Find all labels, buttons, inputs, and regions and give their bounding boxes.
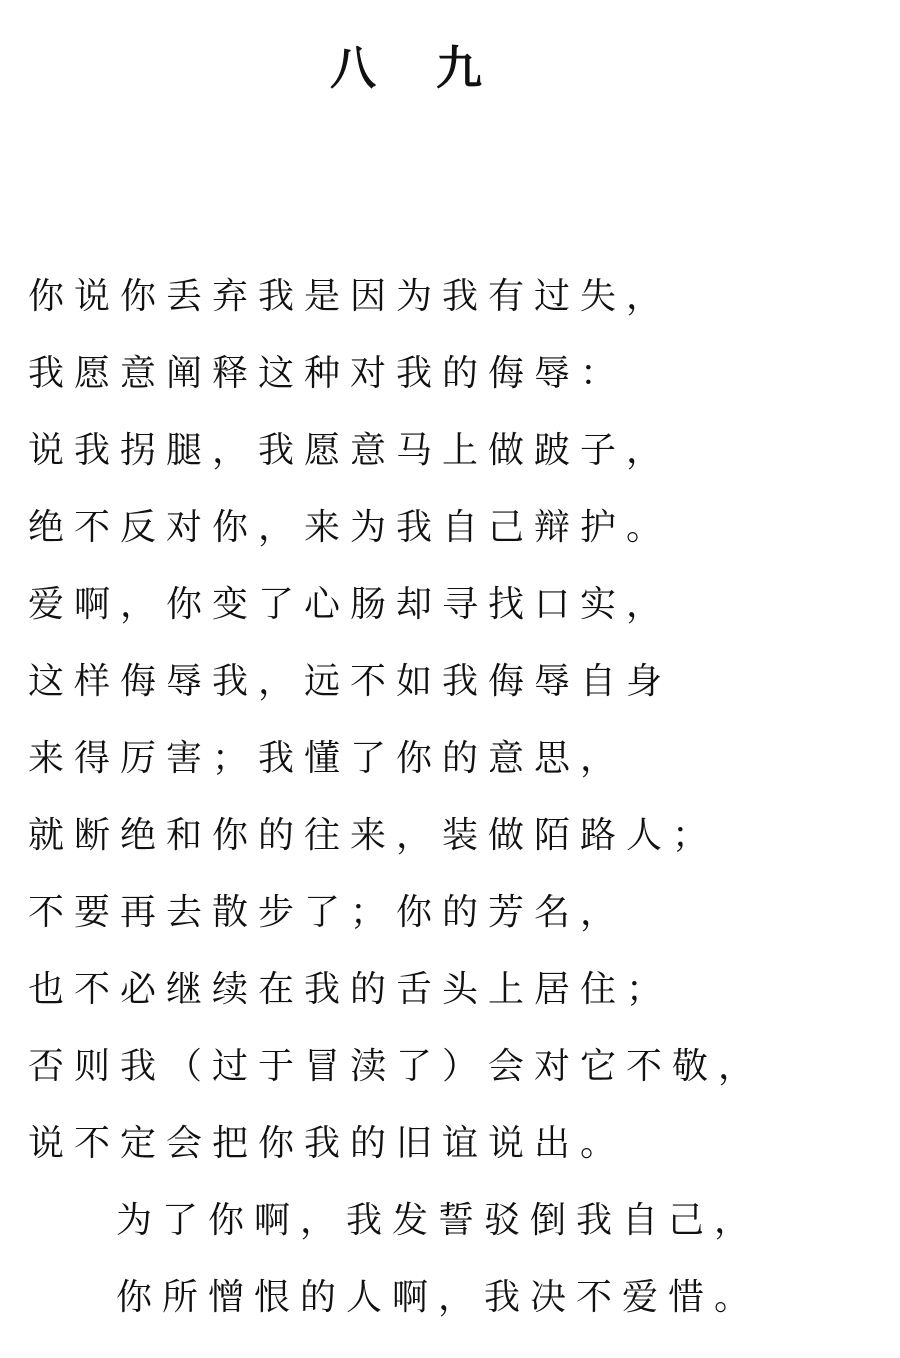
poem-title: 八 九 <box>330 41 505 95</box>
poem-couplet-line-1: 为了你啊，我发誓驳倒我自己， <box>116 1200 761 1241</box>
poem-line-10: 也不必继续在我的舌头上居住； <box>28 969 673 1010</box>
poem-couplet-line-2: 你所憎恨的人啊，我决不爱惜。 <box>116 1277 761 1318</box>
poem-line-5: 爱啊，你变了心肠却寻找口实， <box>28 584 673 625</box>
poem-line-8: 就断绝和你的往来，装做陌路人； <box>28 815 719 856</box>
poem-line-6: 这样侮辱我，远不如我侮辱自身 <box>28 661 673 702</box>
poem-line-1: 你说你丢弃我是因为我有过失， <box>28 276 673 317</box>
poem-line-9: 不要再去散步了；你的芳名， <box>28 892 627 933</box>
poem-line-12: 说不定会把你我的旧谊说出。 <box>28 1123 627 1164</box>
poem-body <box>28 258 888 1336</box>
poem-line-3: 说我拐腿，我愿意马上做跛子， <box>28 430 673 471</box>
poem-line-11: 否则我（过于冒渎了）会对它不敬， <box>28 1046 765 1087</box>
poem-line-7: 来得厉害；我懂了你的意思， <box>28 738 627 779</box>
poem-line-4: 绝不反对你，来为我自己辩护。 <box>28 507 673 548</box>
poem-line-2: 我愿意阐释这种对我的侮辱： <box>28 353 627 394</box>
